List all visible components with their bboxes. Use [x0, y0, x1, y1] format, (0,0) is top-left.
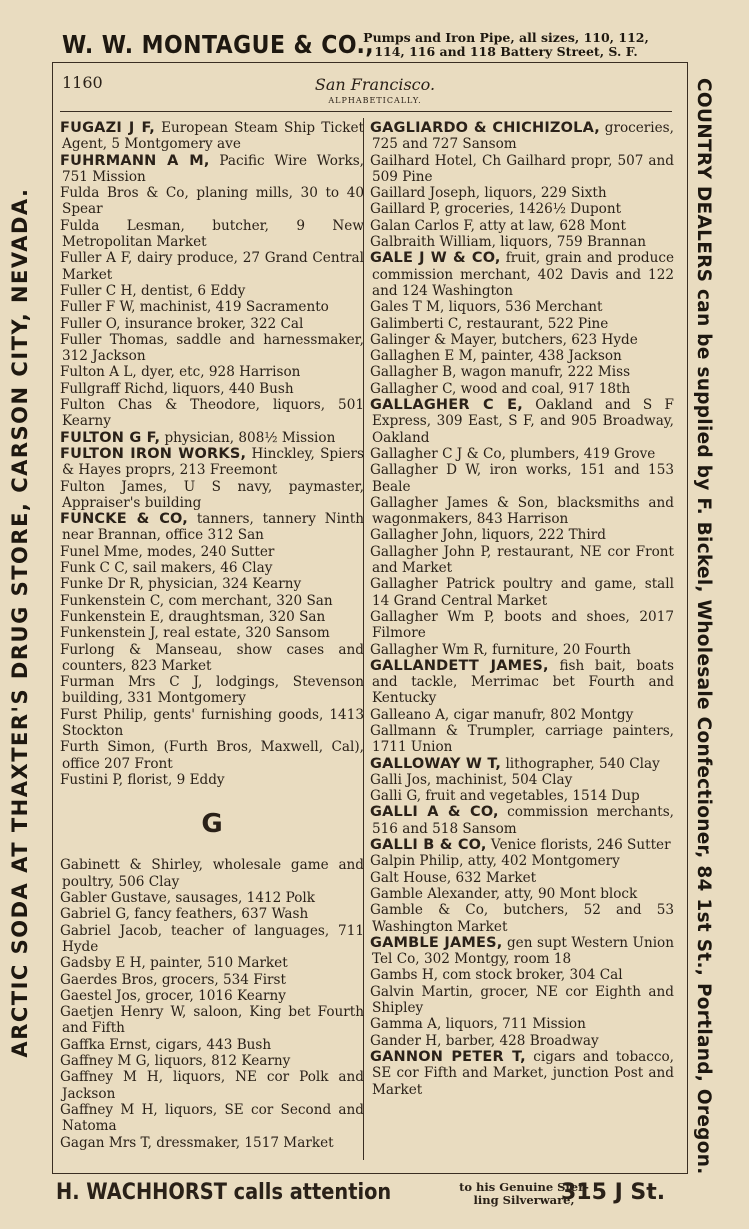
entry-text: commission merchants, 516 and 518 Sansom — [372, 804, 674, 837]
entry-text: Gander H, barber, 428 Broadway — [370, 1032, 599, 1049]
entry-text: Fuller A F, dairy produce, 27 Grand Central Market — [60, 250, 364, 283]
directory-entry — [370, 788, 674, 804]
entry-text: Fullgraff Richd, liquors, 440 Bush — [60, 380, 294, 397]
directory-entry — [60, 576, 364, 592]
directory-entry — [60, 332, 364, 365]
entry-text: Fulton James, U S navy, paymaster, Appraiser's building — [60, 478, 364, 511]
header-advert-right — [336, 31, 676, 59]
entry-text: Fuller O, insurance broker, 322 Cal — [60, 315, 304, 332]
entry-text: Fuller F W, machinist, 419 Sacramento — [60, 299, 329, 316]
directory-entry — [370, 316, 674, 332]
directory-entry — [370, 397, 674, 446]
entry-text: Galvin Martin, grocer, NE cor Eighth and Shipley — [370, 983, 674, 1017]
entry-name-bold: GAMBLE JAMES, — [370, 934, 503, 951]
directory-entry — [60, 890, 364, 906]
directory-entry — [370, 984, 674, 1017]
footer-advert-left: H. WACHHORST calls attention — [56, 1180, 392, 1205]
entry-text: Gallagher Patrick poultry and game, stall 14 Grand Central Market — [370, 576, 674, 609]
entry-name-bold: FUGAZI J F, — [60, 120, 155, 136]
entry-text: Fulda Bros & Co, planing mills, 30 to 40 Spear — [60, 185, 364, 218]
left-column-f-entries — [60, 120, 364, 788]
directory-entry — [370, 381, 674, 397]
entry-text: Gabriel Jacob, teacher of languages, 711 Hyde — [60, 922, 364, 955]
entry-text: tanners, tannery Ninth near Brannan, office 312 San — [62, 511, 364, 544]
directory-entry — [370, 218, 674, 234]
directory-entry — [60, 153, 364, 186]
entry-text: Gallagher Wm R, furniture, 20 Fourth — [370, 641, 631, 658]
page-number: 1160 — [62, 73, 103, 92]
entry-text: Fulton Chas & Theodore, liquors, 501 Kearny — [60, 397, 364, 430]
entry-text: Furth Simon, (Furth Bros, Maxwell, Cal), office 207 Front — [60, 739, 364, 772]
entry-text: Funkenstein E, draughtsman, 320 San — [60, 608, 326, 625]
entry-text: Fuller C H, dentist, 6 Eddy — [60, 282, 246, 299]
entry-text: Gallagher John P, restaurant, NE cor Front and Market — [370, 543, 674, 577]
directory-entry — [370, 658, 674, 707]
entry-text: Gambs H, com stock broker, 304 Cal — [370, 967, 623, 984]
directory-entry — [60, 625, 364, 641]
directory-entry — [60, 1069, 364, 1102]
directory-entry — [370, 234, 674, 250]
entry-text: Gamble & Co, butchers, 52 and 53 Washington Market — [370, 902, 674, 935]
directory-entry — [370, 1049, 674, 1098]
entry-text: physician, 808½ Mission — [160, 429, 336, 446]
directory-entry — [60, 1037, 364, 1053]
directory-entry — [60, 1004, 364, 1037]
entry-name-bold: FUNCKE & CO, — [60, 511, 188, 528]
entry-text: Galli Jos, machinist, 504 Clay — [370, 771, 573, 788]
entry-text: Galan Carlos F, atty at law, 628 Mont — [370, 217, 626, 234]
entry-text: Galt House, 632 Market — [370, 869, 537, 886]
directory-entry — [60, 544, 364, 560]
entry-name-bold: FULTON G F, — [60, 429, 161, 446]
directory-entry — [370, 120, 674, 153]
page-city-title: San Francisco. — [314, 75, 436, 94]
directory-entry — [370, 1016, 674, 1032]
entry-text: Gallmann & Trumpler, carriage painters, 1711 Union — [370, 722, 674, 756]
directory-entry — [60, 707, 364, 740]
directory-entry — [60, 609, 364, 625]
entry-text: Gamma A, liquors, 711 Mission — [370, 1016, 586, 1033]
section-letter: G — [201, 809, 223, 840]
directory-entry — [60, 772, 364, 788]
directory-entry — [370, 642, 674, 658]
entry-name-bold: GALLAGHER C E, — [370, 397, 523, 414]
entry-text: lithographer, 540 Clay — [501, 755, 660, 772]
directory-entry — [370, 462, 674, 495]
entry-text: Gailhard Hotel, Ch Gailhard propr, 507 and 509 Pine — [370, 152, 674, 185]
entry-name-bold: GALLI B & CO, — [370, 837, 487, 854]
directory-entry — [370, 201, 674, 217]
directory-entry — [60, 988, 364, 1004]
entry-text: fruit, grain and produce commission merchant, 402 Davis and 122 and 124 Washington — [372, 250, 674, 299]
entry-text: Gallagher Wm P, boots and shoes, 2017 Filmore — [370, 608, 674, 642]
directory-entry — [370, 756, 674, 772]
directory-entry — [60, 120, 364, 153]
entry-text: Gaffney M H, liquors, SE cor Second and Natoma — [60, 1101, 364, 1135]
directory-entry — [60, 299, 364, 315]
entry-text: Gaillard P, groceries, 1426½ Dupont — [370, 201, 622, 218]
side-advert-right: COUNTRY DEALERS can be supplied by F. Bickel, Wholesale Confectioner, 84 1st St., Portland, Oregon. — [693, 78, 714, 1175]
entry-text: Fulton A L, dyer, etc, 928 Harrison — [60, 364, 301, 381]
directory-entry — [370, 250, 674, 299]
page-subtitle: ALPHABETICALLY. — [328, 96, 422, 105]
entry-text: Funkenstein J, real estate, 320 Sansom — [60, 625, 330, 642]
entry-name-bold: GALLI A & CO, — [370, 804, 499, 821]
entry-text: Galimberti C, restaurant, 522 Pine — [370, 315, 609, 332]
directory-entry — [370, 348, 674, 364]
entry-name-bold: FULTON IRON WORKS, — [60, 445, 247, 462]
entry-text: cigars and tobacco, SE cor Fifth and Market, junction Post and Market — [372, 1048, 675, 1098]
directory-entry — [370, 299, 674, 315]
entry-text: Funel Mme, modes, 240 Sutter — [60, 543, 275, 560]
entry-text: Galleano A, cigar manufr, 802 Montgy — [370, 706, 634, 723]
entry-text: Gaestel Jos, grocer, 1016 Kearny — [60, 987, 286, 1004]
directory-entry — [60, 218, 364, 251]
entry-text: Funke Dr R, physician, 324 Kearny — [60, 576, 302, 593]
entry-text: Fustini P, florist, 9 Eddy — [60, 771, 225, 788]
entry-text: Gallagher John, liquors, 222 Third — [370, 527, 606, 544]
directory-entry — [370, 902, 674, 935]
entry-text: Fulda Lesman, butcher, 9 New Metropolitan Market — [60, 217, 364, 251]
entry-text: Gaffka Ernst, cigars, 443 Bush — [60, 1036, 272, 1053]
directory-entry — [60, 642, 364, 675]
directory-entry — [60, 250, 364, 283]
entry-text: European Steam Ship Ticket Agent, 5 Montgomery ave — [62, 120, 364, 153]
entry-text: Venice florists, 246 Sutter — [486, 837, 671, 854]
directory-entry — [370, 870, 674, 886]
directory-entry — [60, 479, 364, 512]
directory-entry — [60, 364, 364, 380]
entry-name-bold: GALLANDETT JAMES, — [370, 657, 549, 674]
entry-text: Fuller Thomas, saddle and harnessmaker, 312 Jackson — [60, 331, 364, 365]
directory-entry — [60, 316, 364, 332]
entry-text: Gabinett & Shirley, wholesale game and poultry, 506 Clay — [60, 857, 364, 890]
directory-entry — [370, 837, 674, 853]
directory-entry — [370, 886, 674, 902]
entry-text: Furst Philip, gents' furnishing goods, 1413 Stockton — [60, 706, 364, 739]
directory-entry — [370, 527, 674, 543]
directory-entry — [60, 955, 364, 971]
entry-name-bold: FUHRMANN A M, — [60, 152, 210, 169]
directory-entry — [370, 576, 674, 609]
entry-text: Funk C C, sail makers, 46 Clay — [60, 560, 273, 577]
entry-text: Gagan Mrs T, dressmaker, 1517 Market — [60, 1134, 334, 1151]
directory-entry — [60, 593, 364, 609]
header-advert-right-line2: 114, 116 and 118 Battery Street, S. F. — [374, 44, 638, 59]
directory-entry — [370, 495, 674, 528]
entry-text: Galpin Philip, atty, 402 Montgomery — [370, 853, 620, 870]
entry-text: Pacific Wire Works, 751 Mission — [62, 152, 364, 185]
directory-entry — [370, 332, 674, 348]
entry-text: Oakland and S F Express, 309 East, S F, and 905 Broadway, Oakland — [372, 397, 674, 446]
directory-entry — [60, 674, 364, 707]
directory-entry — [370, 935, 674, 968]
entry-text: Funkenstein C, com merchant, 320 San — [60, 592, 333, 609]
directory-entry — [60, 397, 364, 430]
directory-entry — [60, 511, 364, 544]
entry-text: Gallagher B, wagon manufr, 222 Miss — [370, 364, 631, 381]
entry-text: Galinger & Mayer, butchers, 623 Hyde — [370, 331, 638, 348]
entry-text: Furlong & Manseau, show cases and counters, 823 Market — [60, 641, 364, 674]
footer-advert-middle-line1: to his Genuine Ster- — [459, 1180, 589, 1194]
directory-entry — [60, 972, 364, 988]
right-column — [370, 120, 674, 1098]
entry-text: Gallagher D W, iron works, 151 and 153 Beale — [370, 462, 674, 495]
directory-entry — [370, 853, 674, 869]
side-advert-left: ARCTIC SODA AT THAXTER'S DRUG STORE, CARSON CITY, NEVADA. — [8, 187, 32, 1058]
entry-name-bold: GANNON PETER T, — [370, 1048, 526, 1065]
entry-name-bold: GALE J W & CO, — [370, 250, 501, 267]
directory-entry — [370, 967, 674, 983]
entry-text: Gallagher C, wood and coal, 917 18th — [370, 380, 631, 397]
directory-entry — [60, 923, 364, 956]
directory-entry — [60, 857, 364, 890]
directory-entry — [60, 283, 364, 299]
entry-text: Gaerdes Bros, grocers, 534 First — [60, 971, 286, 988]
directory-entry — [370, 609, 674, 642]
entry-text: Gaffney M G, liquors, 812 Kearny — [60, 1053, 291, 1070]
entry-text: groceries, 725 and 727 Sansom — [372, 120, 674, 153]
directory-entry — [370, 804, 674, 837]
directory-entry — [370, 1033, 674, 1049]
header-rule — [60, 111, 672, 112]
entry-text: Gadsby E H, painter, 510 Market — [60, 955, 288, 972]
directory-entry — [370, 185, 674, 201]
directory-entry — [370, 723, 674, 756]
directory-entry — [370, 446, 674, 462]
directory-entry — [370, 364, 674, 380]
header-advert-right-line1: Pumps and Iron Pipe, all sizes, 110, 112, — [363, 30, 649, 45]
directory-entry — [370, 772, 674, 788]
directory-entry — [60, 446, 364, 479]
entry-text: Galbraith William, liquors, 759 Brannan — [370, 234, 646, 251]
directory-entry — [370, 153, 674, 186]
footer-advert — [56, 1180, 696, 1205]
directory-entry — [60, 1135, 364, 1151]
directory-entry — [60, 1102, 364, 1135]
entry-text: fish bait, boats and tackle, Merrimac bet Fourth and Kentucky — [372, 657, 674, 707]
directory-entry — [60, 1053, 364, 1069]
directory-entry — [60, 430, 364, 446]
entry-name-bold: GALLOWAY W T, — [370, 755, 502, 772]
entry-text: Gallagher James & Son, blacksmiths and wagonmakers, 843 Harrison — [370, 494, 674, 528]
entry-text: Gallagher C J & Co, plumbers, 419 Grove — [370, 445, 656, 462]
entry-text: Gaillard Joseph, liquors, 229 Sixth — [370, 185, 607, 202]
directory-entry — [60, 560, 364, 576]
left-column — [60, 120, 364, 1151]
directory-entry — [60, 906, 364, 922]
right-column-entries — [370, 120, 674, 1098]
directory-entry — [60, 381, 364, 397]
directory-entry — [370, 707, 674, 723]
entry-text: Gabler Gustave, sausages, 1412 Polk — [60, 890, 315, 907]
entry-text: Gales T M, liquors, 536 Merchant — [370, 299, 603, 316]
entry-text: Gaetjen Henry W, saloon, King bet Fourth and Fifth — [60, 1004, 364, 1037]
footer-advert-middle-line2: ling Silverware, — [473, 1193, 575, 1207]
entry-text: Gallaghen E M, painter, 438 Jackson — [370, 348, 622, 365]
entry-text: Gabriel G, fancy feathers, 637 Wash — [60, 906, 309, 923]
entry-text: Hinckley, Spiers & Hayes proprs, 213 Freemont — [62, 445, 364, 479]
entry-name-bold: GAGLIARDO & CHICHIZOLA, — [370, 120, 601, 136]
footer-advert-right: 315 J St. — [561, 1180, 666, 1205]
header-advert-left: W. W. MONTAGUE & CO., — [62, 30, 375, 59]
entry-text: gen supt Western Union Tel Co, 302 Montgy, room 18 — [372, 934, 674, 968]
entry-text: Galli G, fruit and vegetables, 1514 Dup — [370, 788, 640, 805]
directory-entry — [60, 185, 364, 218]
directory-entry — [60, 739, 364, 772]
left-column-g-entries — [60, 857, 364, 1150]
entry-text: Gamble Alexander, atty, 90 Mont block — [370, 885, 638, 902]
directory-entry — [370, 544, 674, 577]
entry-text: Furman Mrs C J, lodgings, Stevenson building, 331 Montgomery — [60, 674, 364, 707]
entry-text: Gaffney M H, liquors, NE cor Polk and Jackson — [60, 1069, 364, 1102]
